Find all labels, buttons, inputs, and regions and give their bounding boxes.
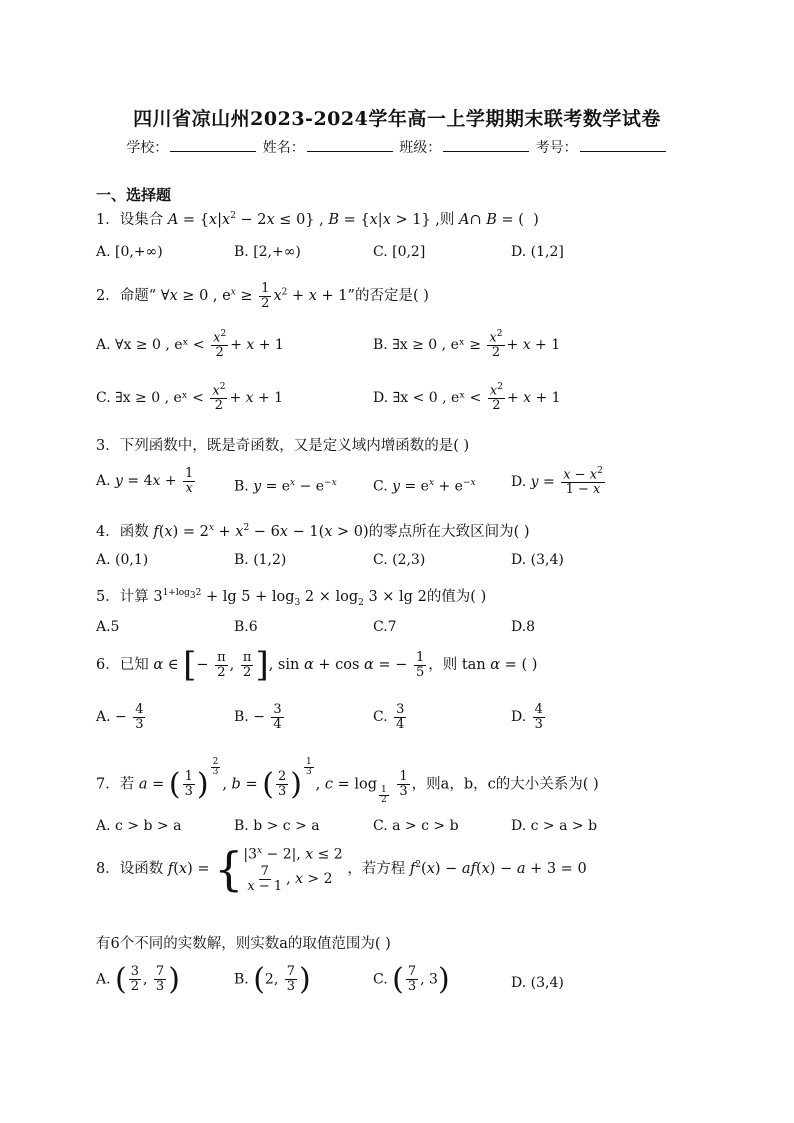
q5-tail: 的值为( ) xyxy=(426,589,487,605)
q8-option-a[interactable]: A. ( $\frac{3}{2}$ , $\frac{7}{3}$ ) xyxy=(96,962,180,997)
class-label: 班级： xyxy=(399,140,442,156)
q5-option-d[interactable]: D.8 xyxy=(511,619,536,635)
q6-option-a[interactable]: A. − $\frac{4}{3}$ xyxy=(96,702,144,732)
school-blank[interactable] xyxy=(170,139,256,152)
q8-option-b[interactable]: B. (2, $\frac{7}{3}$ ) xyxy=(234,962,311,997)
q2-tail: ”的否定是( ) xyxy=(347,288,429,305)
q7-label: 7．若 xyxy=(96,776,135,793)
q2-option-b[interactable]: B. ∃x ≥ 0 , eˣ ≥ $\frac{x^2}{2}$ + x + 1 xyxy=(373,329,561,360)
q6-label: 6．已知 xyxy=(96,657,149,673)
name-label: 姓名： xyxy=(262,140,305,156)
q6-tail2: ( ) xyxy=(521,657,538,673)
number-label: 考号： xyxy=(535,140,578,156)
q4-option-c[interactable]: C. (2,3) xyxy=(373,552,426,568)
question-8: 8．设函数 f(x) = { $|3^x - 2|$, x ≤ 2 $\frac{7}{x - 1}$ , x > 2 ，若方程 $f^2(x) - af(x) - a + 3 = 0$ xyxy=(96,842,587,896)
q8-option-c[interactable]: C. ( $\frac{7}{3}$ , 3) xyxy=(373,962,450,997)
q3-option-c[interactable]: C. $y = e^x + e^{-x}$ xyxy=(373,478,476,495)
exam-title: 四川省凉山州2023-2024学年高一上学期期末联考数学试卷 xyxy=(133,108,661,130)
q7-option-b[interactable]: B. b > c > a xyxy=(234,818,320,834)
q2-label: 2．命题“ xyxy=(96,288,157,305)
question-5: 5．计算 $3^{1+log_32} + \lg 5 + \log_3 2 \times \log_2 3 \times \lg 2$的值为( ) xyxy=(96,588,487,608)
question-6: 6．已知 α ∈ [− $\frac{\pi}{2}$ , $\frac{\pi}{2}$ ], sin α + cos α = − $\frac{1}{5}$ ，则 tan α = ( ) xyxy=(96,645,538,685)
q3-option-b[interactable]: B. $y = e^x - e^{-x}$ xyxy=(234,478,337,495)
q6-option-b[interactable]: B. − $\frac{3}{4}$ xyxy=(234,702,282,732)
q6-option-c[interactable]: C. $\frac{3}{4}$ xyxy=(373,702,405,732)
q1-option-b[interactable]: B. [2,+∞) xyxy=(234,244,301,260)
question-8-line2: 有6个不同的实数解，则实数a的取值范围为( ) xyxy=(96,936,391,952)
question-1: 1．设集合 $A = \{x|x^2 - 2x \le 0\}$ , B = {x|x > 1} ,则 A∩ B = ( ) xyxy=(96,211,539,228)
q4-option-d[interactable]: D. (3,4) xyxy=(511,552,564,568)
question-4: 4．函数 $f(x) = 2^x + x^2 - 6x - 1(x > 0)$的零点所在大致区间为( ) xyxy=(96,523,530,540)
q5-option-b[interactable]: B.6 xyxy=(234,619,258,635)
q4-tail: 的零点所在大致区间为( ) xyxy=(368,524,530,540)
question-3: 3．下列函数中，既是奇函数，又是定义域内增函数的是( ) xyxy=(96,438,470,454)
q8-option-d[interactable]: D. (3,4) xyxy=(511,975,564,991)
q8-label: 8．设函数 xyxy=(96,861,164,877)
q1-label: 1．设集合 xyxy=(96,212,164,228)
q6-option-d[interactable]: D. $\frac{4}{3}$ xyxy=(511,702,543,732)
q6-tail: ，则 xyxy=(428,657,458,673)
q7-option-a[interactable]: A. c > b > a xyxy=(96,818,182,834)
q5-label: 5．计算 xyxy=(96,589,149,605)
number-blank[interactable] xyxy=(580,139,666,152)
q7-option-c[interactable]: C. a > c > b xyxy=(373,818,459,834)
q5-option-c[interactable]: C.7 xyxy=(373,619,397,635)
q1-option-a[interactable]: A. [0,+∞) xyxy=(96,244,163,260)
q8-tail: ，若方程 xyxy=(347,861,406,877)
section-heading: 一、选择题 xyxy=(96,186,172,204)
question-7: 7．若 a = ( $\frac{1}{3}$ ) $^{\frac{2}{3}}$ , b = ( $\frac{2}{3}$ ) $^{\frac{1}{3}}$ , c = log $_{\frac{1}{2}}$ $\frac{1}{3}$ ，则a，b，c的大小关系为( ) xyxy=(96,757,599,806)
class-blank[interactable] xyxy=(443,139,529,152)
q3-option-a[interactable]: A. y = 4x + $\frac{1}{x}$ xyxy=(96,466,194,496)
q7-option-d[interactable]: D. c > a > b xyxy=(511,818,598,834)
q4-option-b[interactable]: B. (1,2) xyxy=(234,552,287,568)
q2-option-d[interactable]: D. ∃x < 0 , eˣ < $\frac{x^2}{2}$ + x + 1 xyxy=(373,382,561,413)
student-info xyxy=(0,137,794,157)
q3-option-d[interactable]: D. y = $\frac{x - x^2}{1 - x}$ xyxy=(511,466,603,497)
q1-option-d[interactable]: D. (1,2] xyxy=(511,244,564,260)
name-blank[interactable] xyxy=(307,139,393,152)
q5-option-a[interactable]: A.5 xyxy=(96,619,120,635)
q2-option-a[interactable]: A. ∀x ≥ 0 , eˣ < $\frac{x^2}{2}$ + x + 1 xyxy=(96,329,284,360)
school-label: 学校： xyxy=(126,140,169,156)
q4-option-a[interactable]: A. (0,1) xyxy=(96,552,149,568)
q4-label: 4．函数 xyxy=(96,524,149,540)
q1-option-c[interactable]: C. [0,2] xyxy=(373,244,426,260)
q7-tail: ，则a，b，c的大小关系为( ) xyxy=(411,776,599,793)
question-2: 2．命题“ ∀x ≥ 0 , $e^x$ ≥ $\frac{1}{2}$ $x^2 + x + 1$”的否定是( ) xyxy=(96,281,429,311)
q2-option-c[interactable]: C. ∃x ≥ 0 , eˣ < $\frac{x^2}{2}$ + x + 1 xyxy=(96,382,284,413)
